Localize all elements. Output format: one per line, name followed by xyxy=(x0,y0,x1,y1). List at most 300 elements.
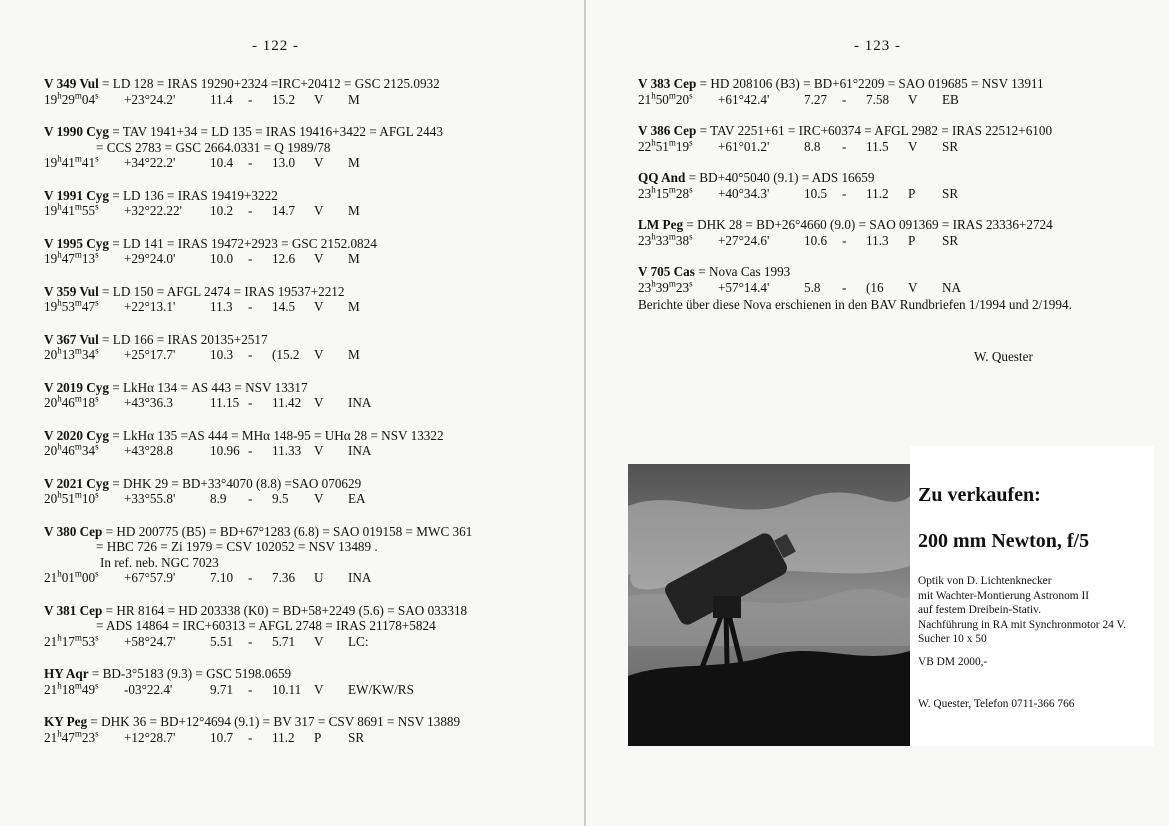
ad-detail-line: auf festem Dreibein-Stativ. xyxy=(918,604,1041,616)
star-name: HY Aqr xyxy=(44,666,89,681)
unit-s: s xyxy=(689,231,693,242)
unit-s: s xyxy=(95,90,99,101)
filter: V xyxy=(314,491,324,506)
ra-minutes: 18 xyxy=(61,681,75,697)
unit-h: h xyxy=(57,568,62,579)
entry-identifiers xyxy=(44,188,564,204)
max-magnitude: 10.3 xyxy=(210,347,234,362)
variable-type: EW/KW/RS xyxy=(348,681,414,697)
ra-seconds: 34 xyxy=(81,347,96,362)
range-dash: - xyxy=(248,203,253,218)
min-magnitude: 11.3 xyxy=(866,232,889,248)
entry-identifiers xyxy=(638,170,1158,186)
right-ascension xyxy=(44,634,124,650)
unit-m: m xyxy=(74,568,82,579)
filter: P xyxy=(908,185,916,201)
right-ascension xyxy=(44,682,124,698)
ra-minutes: 46 xyxy=(61,443,75,458)
ra-minutes: 01 xyxy=(61,570,75,585)
ra-minutes: 51 xyxy=(655,138,669,154)
ad-detail-line: Nachführung in RA mit Synchronmotor 24 V. xyxy=(918,618,1127,631)
unit-m: m xyxy=(668,184,676,195)
entry-identifiers xyxy=(44,714,564,730)
catalog-ids: = HR 8164 = HD 203338 (K0) = BD+58+2249 (5.6) = SAO 033318 xyxy=(102,602,468,618)
star-name: V 1995 Cyg xyxy=(44,235,109,251)
right-ascension xyxy=(44,730,124,746)
ra-minutes: 17 xyxy=(61,633,75,649)
ra-minutes: 33 xyxy=(655,232,669,248)
nova-remark: Berichte über diese Nova erschienen in den BAV Rundbriefen 1/1994 und 2/1994. xyxy=(638,297,1072,312)
right-ascension xyxy=(44,203,124,219)
variable-type: M xyxy=(348,347,360,362)
entry-identifiers xyxy=(44,666,564,682)
declination: +12°28.7' xyxy=(124,729,176,745)
variable-type: M xyxy=(348,203,360,218)
ra-seconds: 28 xyxy=(675,185,690,201)
star-entry xyxy=(638,264,1158,295)
ra-hours: 22 xyxy=(638,138,652,154)
star-entry-list xyxy=(638,76,1158,313)
variable-type: LC: xyxy=(348,633,369,649)
entry-data-row xyxy=(44,730,564,746)
unit-h: h xyxy=(57,441,62,452)
page-number: - 122 - xyxy=(252,38,299,54)
star-name: V 2019 Cyg xyxy=(44,379,109,395)
max-magnitude: 11.4 xyxy=(210,91,233,107)
filter: P xyxy=(908,232,916,248)
entry-data-row xyxy=(44,203,564,219)
unit-h: h xyxy=(651,90,656,101)
ra-minutes: 41 xyxy=(61,155,75,170)
unit-m: m xyxy=(74,249,82,260)
filter: V xyxy=(314,347,324,362)
max-magnitude: 10.5 xyxy=(804,185,828,201)
unit-h: h xyxy=(57,345,62,356)
variable-type: M xyxy=(348,91,360,107)
right-ascension xyxy=(44,92,124,108)
unit-s: s xyxy=(95,393,99,404)
star-name: V 2021 Cyg xyxy=(44,475,109,491)
star-entry xyxy=(44,332,564,363)
variable-type: EB xyxy=(942,91,959,107)
star-name: V 381 Cep xyxy=(44,602,103,618)
ra-hours: 20 xyxy=(44,491,58,506)
unit-m: m xyxy=(74,680,82,691)
left-page xyxy=(0,0,584,826)
entry-identifiers xyxy=(638,123,1158,139)
filter: V xyxy=(908,279,918,295)
unit-h: h xyxy=(57,632,62,643)
range-dash: - xyxy=(248,491,253,506)
star-name: LM Peg xyxy=(638,217,684,232)
filter: V xyxy=(314,91,324,107)
filter: V xyxy=(314,155,324,170)
variable-type: M xyxy=(348,155,360,170)
star-name: V 359 Vul xyxy=(44,283,99,299)
ra-hours: 19 xyxy=(44,299,58,314)
catalog-ids: = Nova Cas 1993 xyxy=(694,264,791,279)
variable-type: INA xyxy=(348,395,372,410)
min-magnitude: 9.5 xyxy=(272,491,289,506)
catalog-ids: = DHK 29 = BD+33°4070 (8.8) =SAO 070629 xyxy=(108,475,362,491)
entry-data-row xyxy=(44,682,564,698)
right-ascension xyxy=(44,491,124,507)
star-entry xyxy=(44,76,564,107)
declination: +57°14.4' xyxy=(718,279,770,295)
telescope-photo xyxy=(628,446,910,746)
range-dash: - xyxy=(248,395,253,410)
entry-identifiers xyxy=(44,76,564,92)
ra-seconds: 23 xyxy=(81,729,96,745)
max-magnitude: 11.15 xyxy=(210,395,240,410)
entry-identifiers xyxy=(638,76,1158,92)
range-dash: - xyxy=(248,443,253,458)
filter: V xyxy=(314,251,324,266)
right-ascension xyxy=(638,92,718,108)
author-signature: W. Quester xyxy=(974,349,1033,364)
unit-s: s xyxy=(689,278,693,289)
ra-seconds: 41 xyxy=(81,155,96,170)
declination: +33°55.8' xyxy=(124,491,176,506)
range-dash: - xyxy=(248,347,253,362)
entry-data-row xyxy=(638,92,1158,108)
unit-m: m xyxy=(74,90,82,101)
ra-seconds: 13 xyxy=(81,251,96,266)
unit-m: m xyxy=(668,231,676,242)
unit-s: s xyxy=(689,184,693,195)
entry-data-row xyxy=(638,186,1158,202)
catalog-ids: = BD-3°5183 (9.3) = GSC 5198.0659 xyxy=(88,666,292,681)
catalog-ids: = DHK 36 = BD+12°4694 (9.1) = BV 317 = CSV 8691 = NSV 13889 xyxy=(87,714,461,729)
ra-seconds: 49 xyxy=(81,681,96,697)
right-ascension xyxy=(44,155,124,171)
entry-identifiers xyxy=(638,264,1158,280)
unit-s: s xyxy=(95,728,99,739)
declination: +25°17.7' xyxy=(124,347,176,362)
catalog-ids: = LD 136 = IRAS 19419+3222 xyxy=(108,187,278,203)
sale-advertisement xyxy=(628,446,1154,746)
declination: +43°36.3 xyxy=(124,395,173,410)
unit-h: h xyxy=(57,489,62,500)
star-entry xyxy=(44,476,564,507)
star-name: V 349 Vul xyxy=(44,76,99,91)
declination: +23°24.2' xyxy=(124,91,176,107)
declination: +34°22.2' xyxy=(124,155,176,170)
range-dash: - xyxy=(248,570,253,585)
entry-data-row xyxy=(44,491,564,507)
ra-hours: 21 xyxy=(44,681,58,697)
entry-data-row xyxy=(44,251,564,267)
ra-hours: 23 xyxy=(638,232,652,248)
unit-m: m xyxy=(74,632,82,643)
star-entry xyxy=(638,123,1158,154)
star-entry xyxy=(638,217,1158,248)
right-ascension xyxy=(638,186,718,202)
right-ascension xyxy=(638,139,718,155)
variable-type: EA xyxy=(348,491,366,506)
ra-hours: 19 xyxy=(44,155,58,170)
ra-hours: 20 xyxy=(44,395,58,410)
max-magnitude: 5.51 xyxy=(210,633,234,649)
unit-m: m xyxy=(74,441,82,452)
ra-hours: 21 xyxy=(638,91,652,107)
range-dash: - xyxy=(842,91,847,107)
entry-data-row xyxy=(44,92,564,108)
catalog-ids-continued: = ADS 14864 = IRC+60313 = AFGL 2748 = IRAS 21178+5824 xyxy=(96,618,436,633)
entry-identifiers xyxy=(44,236,564,252)
ra-seconds: 34 xyxy=(81,443,96,458)
unit-s: s xyxy=(95,568,99,579)
star-name: KY Peg xyxy=(44,714,88,729)
star-name: V 380 Cep xyxy=(44,523,103,539)
catalog-ids: = LD 141 = IRAS 19472+2923 = GSC 2152.0824 xyxy=(108,235,377,251)
min-magnitude: 5.71 xyxy=(272,633,296,649)
ra-seconds: 04 xyxy=(81,91,96,107)
min-magnitude: 7.58 xyxy=(866,91,890,107)
star-name: QQ And xyxy=(638,170,686,185)
unit-h: h xyxy=(57,249,62,260)
ad-detail-line: Sucher 10 x 50 xyxy=(918,633,987,645)
entry-data-row xyxy=(44,299,564,315)
range-dash: - xyxy=(248,633,253,649)
range-dash: - xyxy=(842,279,847,295)
declination: +40°34.3' xyxy=(718,185,770,201)
unit-h: h xyxy=(57,393,62,404)
unit-m: m xyxy=(74,153,82,164)
declination: +67°57.9' xyxy=(124,570,176,585)
right-ascension xyxy=(44,395,124,411)
entry-identifiers xyxy=(44,332,564,348)
max-magnitude: 5.8 xyxy=(804,279,821,295)
star-entry xyxy=(44,428,564,459)
filter: V xyxy=(314,633,324,649)
entry-identifiers xyxy=(44,524,564,540)
range-dash: - xyxy=(842,232,847,248)
star-entry xyxy=(44,380,564,411)
unit-m: m xyxy=(74,728,82,739)
entry-identifiers xyxy=(44,124,564,140)
min-magnitude: (15.2 xyxy=(272,347,300,362)
star-entry xyxy=(44,714,564,745)
unit-h: h xyxy=(57,90,62,101)
entry-identifiers xyxy=(44,380,564,396)
ra-hours: 20 xyxy=(44,443,58,458)
entry-data-row xyxy=(44,347,564,363)
unit-m: m xyxy=(74,201,82,212)
variable-type: M xyxy=(348,299,360,314)
ra-minutes: 53 xyxy=(61,299,75,314)
unit-h: h xyxy=(651,231,656,242)
max-magnitude: 9.71 xyxy=(210,681,234,697)
min-magnitude: 11.33 xyxy=(272,443,302,458)
unit-s: s xyxy=(689,90,693,101)
declination: +43°28.8 xyxy=(124,443,173,458)
star-entry xyxy=(638,76,1158,107)
variable-type: M xyxy=(348,251,360,266)
min-magnitude: 11.5 xyxy=(866,138,889,154)
ra-seconds: 38 xyxy=(675,232,690,248)
max-magnitude: 10.2 xyxy=(210,203,234,218)
ad-details xyxy=(918,574,1126,647)
right-ascension xyxy=(638,233,718,249)
catalog-ids: = BD+40°5040 (9.1) = ADS 16659 xyxy=(685,170,875,185)
star-entry xyxy=(44,188,564,219)
range-dash: - xyxy=(842,138,847,154)
star-name: V 1991 Cyg xyxy=(44,187,109,203)
catalog-ids: = HD 208106 (B3) = BD+61°2209 = SAO 019685 = NSV 13911 xyxy=(696,76,1044,91)
max-magnitude: 7.27 xyxy=(804,91,828,107)
unit-m: m xyxy=(668,137,676,148)
unit-s: s xyxy=(689,137,693,148)
declination: +32°22.22' xyxy=(124,203,182,218)
min-magnitude: 13.0 xyxy=(272,155,296,170)
star-entry xyxy=(44,603,564,650)
ad-price: VB DM 2000,- xyxy=(918,656,988,668)
min-magnitude: 11.2 xyxy=(272,729,295,745)
min-magnitude: 11.2 xyxy=(866,185,889,201)
unit-h: h xyxy=(651,137,656,148)
star-entry xyxy=(44,284,564,315)
range-dash: - xyxy=(248,729,253,745)
filter: V xyxy=(314,681,324,697)
star-name: V 2020 Cyg xyxy=(44,427,109,443)
ra-minutes: 13 xyxy=(61,347,75,362)
ra-seconds: 55 xyxy=(81,203,96,218)
max-magnitude: 10.0 xyxy=(210,251,234,266)
catalog-ids: = TAV 1941+34 = LD 135 = IRAS 19416+3422 = AFGL 2443 xyxy=(108,124,443,139)
entry-identifiers xyxy=(44,428,564,444)
variable-type: SR xyxy=(942,232,959,248)
reference-note: In ref. neb. NGC 7023 xyxy=(100,554,219,570)
right-ascension xyxy=(44,251,124,267)
ra-seconds: 19 xyxy=(675,138,690,154)
unit-h: h xyxy=(57,201,62,212)
unit-s: s xyxy=(95,249,99,260)
unit-m: m xyxy=(668,278,676,289)
right-ascension xyxy=(44,443,124,459)
variable-type: INA xyxy=(348,570,372,585)
unit-m: m xyxy=(74,393,82,404)
variable-type: NA xyxy=(942,279,962,295)
ra-hours: 21 xyxy=(44,729,58,745)
variable-type: SR xyxy=(942,138,959,154)
catalog-ids: = LkHα 135 =AS 444 = MHα 148-95 = UHα 28 = NSV 13322 xyxy=(108,427,444,443)
star-entry-list xyxy=(44,76,564,762)
declination: -03°22.4' xyxy=(124,681,173,697)
declination: +29°24.0' xyxy=(124,251,176,266)
ra-minutes: 39 xyxy=(655,279,669,295)
star-entry xyxy=(638,170,1158,201)
right-ascension xyxy=(44,570,124,586)
ra-minutes: 15 xyxy=(655,185,669,201)
ad-product-name: 200 mm Newton, f/5 xyxy=(918,530,1090,552)
ra-minutes: 47 xyxy=(61,251,75,266)
unit-m: m xyxy=(74,345,82,356)
ra-seconds: 23 xyxy=(675,279,690,295)
filter: V xyxy=(908,138,918,154)
unit-s: s xyxy=(95,489,99,500)
entry-data-row xyxy=(44,443,564,459)
filter: V xyxy=(314,203,324,218)
ra-seconds: 18 xyxy=(81,395,96,410)
ra-minutes: 47 xyxy=(61,729,75,745)
max-magnitude: 10.7 xyxy=(210,729,234,745)
ra-minutes: 46 xyxy=(61,395,75,410)
range-dash: - xyxy=(842,185,847,201)
unit-h: h xyxy=(57,680,62,691)
unit-m: m xyxy=(74,489,82,500)
unit-s: s xyxy=(95,201,99,212)
page-number: - 123 - xyxy=(854,38,901,54)
star-name: V 367 Vul xyxy=(44,331,99,347)
range-dash: - xyxy=(248,155,253,170)
ra-hours: 23 xyxy=(638,279,652,295)
unit-m: m xyxy=(668,90,676,101)
min-magnitude: 7.36 xyxy=(272,570,296,585)
max-magnitude: 10.6 xyxy=(804,232,828,248)
unit-s: s xyxy=(95,297,99,308)
variable-type: SR xyxy=(348,729,365,745)
ra-hours: 19 xyxy=(44,91,58,107)
entry-data-row xyxy=(44,395,564,411)
filter: V xyxy=(314,443,324,458)
declination: +27°24.6' xyxy=(718,232,770,248)
min-magnitude: 11.42 xyxy=(272,395,302,410)
min-magnitude: (16 xyxy=(866,279,884,295)
unit-s: s xyxy=(95,345,99,356)
star-name: V 1990 Cyg xyxy=(44,124,109,139)
range-dash: - xyxy=(248,91,253,107)
unit-h: h xyxy=(57,728,62,739)
min-magnitude: 15.2 xyxy=(272,91,296,107)
range-dash: - xyxy=(248,681,253,697)
ra-seconds: 20 xyxy=(675,91,690,107)
min-magnitude: 10.11 xyxy=(272,681,302,697)
max-magnitude: 7.10 xyxy=(210,570,234,585)
range-dash: - xyxy=(248,299,253,314)
range-dash: - xyxy=(248,251,253,266)
declination: +58°24.7' xyxy=(124,633,176,649)
max-magnitude: 11.3 xyxy=(210,299,233,314)
ra-seconds: 00 xyxy=(81,570,96,585)
entry-identifiers xyxy=(44,603,564,619)
entry-identifiers xyxy=(638,217,1158,233)
filter: V xyxy=(314,395,324,410)
filter: V xyxy=(908,91,918,107)
star-name: V 383 Cep xyxy=(638,76,697,91)
entry-data-row xyxy=(638,139,1158,155)
star-entry xyxy=(44,124,564,171)
star-name: V 386 Cep xyxy=(638,123,697,138)
entry-identifiers xyxy=(44,476,564,492)
entry-data-row xyxy=(44,570,564,586)
max-magnitude: 10.4 xyxy=(210,155,234,170)
ra-seconds: 53 xyxy=(81,633,96,649)
ra-minutes: 50 xyxy=(655,91,669,107)
ra-hours: 21 xyxy=(44,570,58,585)
variable-type: INA xyxy=(348,443,372,458)
catalog-ids: = DHK 28 = BD+26°4660 (9.0) = SAO 091369 = IRAS 23336+2724 xyxy=(683,217,1053,232)
min-magnitude: 14.7 xyxy=(272,203,296,218)
declination: +61°42.4' xyxy=(718,91,770,107)
star-entry xyxy=(44,524,564,586)
ra-minutes: 51 xyxy=(61,491,75,506)
unit-h: h xyxy=(57,297,62,308)
unit-s: s xyxy=(95,680,99,691)
ad-title: Zu verkaufen: xyxy=(918,484,1041,506)
declination: +22°13.1' xyxy=(124,299,176,314)
unit-s: s xyxy=(95,153,99,164)
